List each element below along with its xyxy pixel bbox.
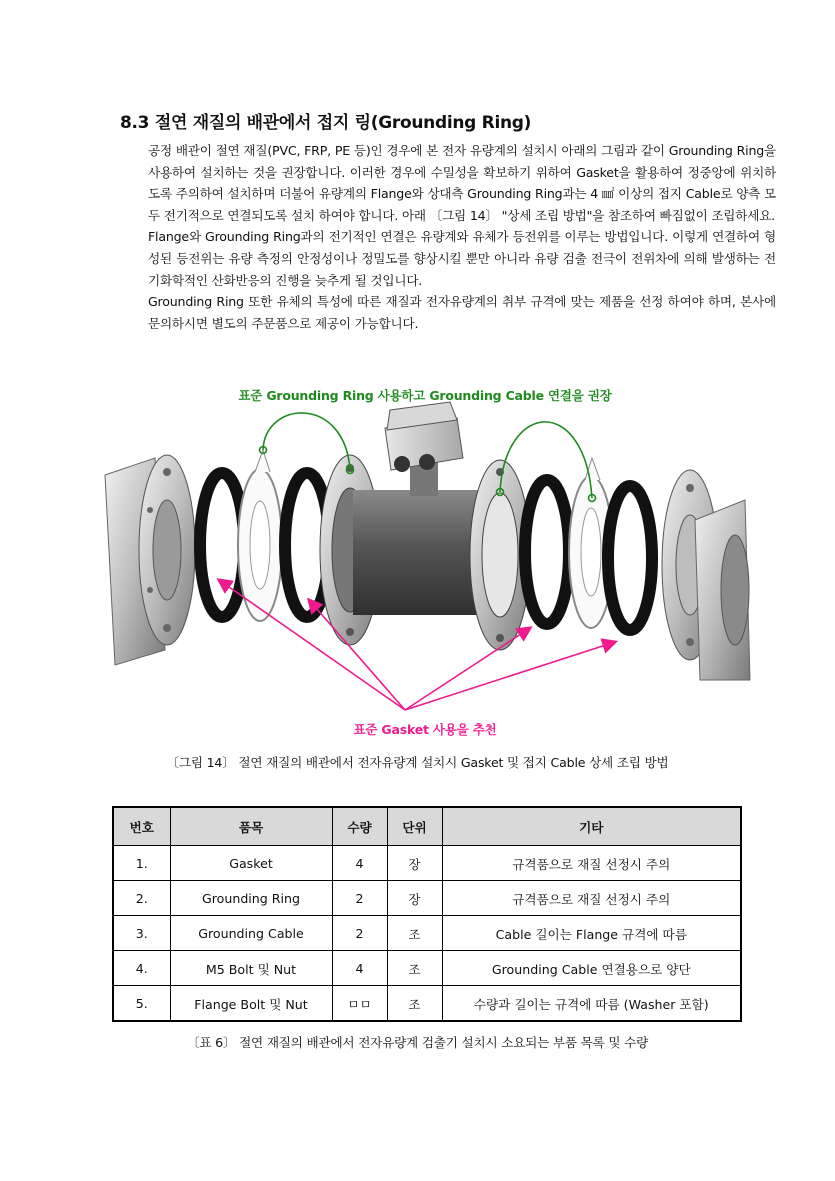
cell-note: 수량과 길이는 규격에 따름 (Washer 포함) (442, 986, 741, 1022)
right-pipe-flange (662, 470, 750, 680)
cell-qty: ㅁㅁ (332, 986, 387, 1022)
table-row (113, 986, 741, 1022)
cell-qty: 4 (332, 951, 387, 986)
table-caption: 〔표 6〕 절연 재질의 배관에서 전자유량계 검출기 설치시 소요되는 부품 목록 및 수량 (186, 1035, 649, 1050)
body-text (148, 140, 776, 334)
paragraph-1: 공정 배관이 절연 재질(PVC, FRP, PE 등)인 경우에 본 전자 유량계의 설치시 아래의 그림과 같이 Grounding Ring을 사용하여 설치하는 것을 권장합니다. 이러한 경우에 수밀성을 확보하기 위하여 Gasket을 활용하여 정중앙에 위치하도록 주의하여 설치하며 더불어 유량계의 Flange와 상대측 Grounding Ring과는 4 ㎟ 이상의 접지 Cable로 양측 모두 전기적으로 연결되도록 설치 하여야 합니다. 아래 〔그림 14〕 "상세 조립 방법"을 참조하여 빠짐없이 조립하세요. (148, 143, 776, 223)
header-unit: 단위 (387, 807, 442, 846)
table-row (113, 916, 741, 951)
cell-item: M5 Bolt 및 Nut (170, 951, 332, 986)
cell-note: 규격품으로 재질 선정시 주의 (442, 846, 741, 881)
gasket-4 (608, 486, 652, 630)
paragraph-2: Flange와 Grounding Ring과의 전기적인 연결은 유량계와 유체가 등전위를 이루는 방법입니다. 이렇게 연결하여 형성된 등전위는 유량 측정의 안정성이나 정밀도를 향상시킬 뿐만 아니라 유량 검출 전극이 전위차에 의해 발생하는 전기화학적인 산화반응의 진행을 늦추게 될 것입니다. (148, 229, 776, 288)
cell-qty: 2 (332, 881, 387, 916)
header-item: 품목 (170, 807, 332, 846)
grounding-label: 표준 Grounding Ring 사용하고 Grounding Cable 연결을 권장 (238, 388, 612, 403)
cell-unit: 조 (387, 916, 442, 951)
cell-note: Cable 길이는 Flange 규격에 따름 (442, 916, 741, 951)
cell-unit: 조 (387, 986, 442, 1022)
gasket-3 (525, 480, 569, 624)
parts-table (112, 806, 742, 1022)
cell-item: Flange Bolt 및 Nut (170, 986, 332, 1022)
table-row (113, 951, 741, 986)
cell-qty: 4 (332, 846, 387, 881)
grounding-ring-left (238, 450, 282, 621)
cell-unit: 장 (387, 846, 442, 881)
left-pipe-flange (105, 455, 195, 665)
cell-unit: 장 (387, 881, 442, 916)
cell-no: 1. (113, 846, 170, 881)
cell-item: Grounding Cable (170, 916, 332, 951)
table-row (113, 846, 741, 881)
figure-caption: 〔그림 14〕 절연 재질의 배관에서 전자유량계 설치시 Gasket 및 접지 Cable 상세 조립 방법 (166, 755, 669, 770)
cell-no: 3. (113, 916, 170, 951)
header-note: 기타 (442, 807, 741, 846)
assembly-illustration (95, 380, 755, 740)
header-qty: 수량 (332, 807, 387, 846)
flowmeter-body (320, 402, 530, 650)
grounding-cable-left (263, 413, 350, 470)
cell-note: 규격품으로 재질 선정시 주의 (442, 881, 741, 916)
gasket-label: 표준 Gasket 사용을 추천 (353, 722, 497, 737)
cell-no: 2. (113, 881, 170, 916)
paragraph-3: Grounding Ring 또한 유체의 특성에 따른 재질과 전자유량계의 취부 규격에 맞는 제품을 선정 하여야 하며, 본사에 문의하시면 별도의 주문품으로 제공이 가능합니다. (148, 294, 776, 331)
assembly-figure (95, 380, 755, 740)
cell-note: Grounding Cable 연결용으로 양단 (442, 951, 741, 986)
cell-unit: 조 (387, 951, 442, 986)
section-heading: 8.3 절연 재질의 배관에서 접지 링(Grounding Ring) (120, 113, 532, 133)
cell-no: 4. (113, 951, 170, 986)
cell-item: Gasket (170, 846, 332, 881)
table-row (113, 881, 741, 916)
cell-qty: 2 (332, 916, 387, 951)
table-header-row (113, 807, 741, 846)
cell-item: Grounding Ring (170, 881, 332, 916)
cell-no: 5. (113, 986, 170, 1022)
header-no: 번호 (113, 807, 170, 846)
